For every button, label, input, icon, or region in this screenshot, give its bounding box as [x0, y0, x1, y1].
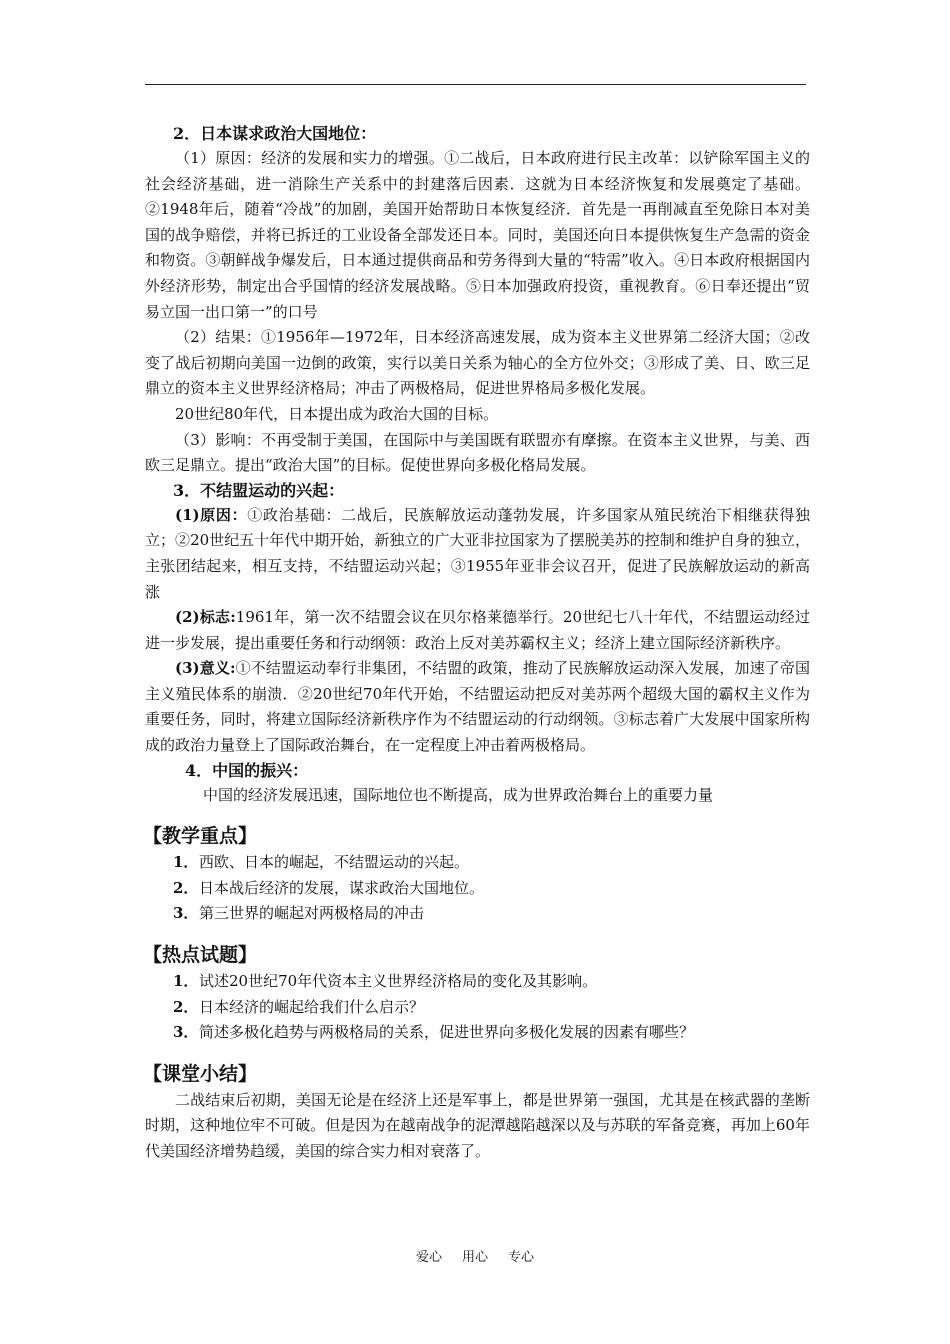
section-2-impact: （3）影响：不再受制于美国，在国际中与美国既有联盟亦有摩擦。在资本主义世界，与美、西欧三足鼎立。提出“政治大国”的目标。促使世界向多极化格局发展。 — [145, 430, 810, 475]
hot-heading: 【热点试题】 — [143, 944, 258, 967]
section-3-heading: 3．不结盟运动的兴起： — [173, 480, 345, 500]
document-body — [145, 122, 810, 1165]
section-2-heading: 2．日本谋求政治大国地位： — [173, 124, 377, 143]
section-3-mark — [145, 605, 810, 656]
section-2-result: （2）结果：①1956年—1972年，日本经济高速发展，成为资本主义世界第二经济大国；②改变了战后初期向美国一边倒的政策，实行以美日关系为轴心的全方位外交；③形成了美、日、欧三足鼎立的资本主义世界经济格局；冲击了两极格局，促进世界格局多极化发展。 — [145, 328, 810, 398]
cause-label: (1)原因： — [175, 505, 248, 524]
summary-heading: 【课堂小结】 — [143, 1062, 258, 1085]
list-item: 3．第三世界的崛起对两极格局的冲击 — [173, 904, 425, 923]
section-3-cause — [145, 503, 810, 605]
cause-text: ①政治基础：二战后，民族解放运动蓬勃发展，许多国家从殖民统治下相继获得独立；②20世纪五十年代中期开始，新独立的广大亚非拉国家为了摆脱美苏的控制和维护自身的独立，主张团结起来，相互支持，不结盟运动兴起；③1955年亚非会议召开，促进了民族解放运动的新高涨 — [145, 505, 810, 601]
meaning-label: (3)意义: — [175, 659, 236, 678]
section-4-text: 中国的经济发展迅速，国际地位也不断提高，成为世界政治舞台上的重要力量 — [203, 785, 714, 804]
summary-text: 二战结束后初期，美国无论是在经济上还是军事上，都是世界第一强国，尤其是在核武器的垄断时期，这种地位牢不可破。但是因为在越南战争的泥潭越陷越深以及与苏联的军备竞赛，再加上60年代美国经济增势趋缓，美国的综合实力相对衰落了。 — [145, 1090, 810, 1160]
list-item: 1．西欧、日本的崛起，不结盟运动的兴起。 — [173, 853, 470, 872]
page-footer: 爱心 用心 专心 — [415, 1250, 535, 1265]
section-4-heading: 4．中国的振兴： — [185, 760, 309, 780]
section-3-meaning — [145, 656, 810, 758]
section-2-cause: （1）原因：经济的发展和实力的增强。①二战后，日本政府进行民主改革：以铲除军国主义的社会经济基础，进一消除生产关系中的封建落后因素．这就为日本经济恢复和发展奠定了基础。②1948年后，随着“冷战”的加剧，美国开始帮助日本恢复经济．首先是一再削减直至免除日本对美国的战争赔偿，并将已拆迁的工业设备全部发还日本。同时，美国还向日本提供恢复生产急需的资金和物资。③朝鲜战争爆发后，日本通过提供商品和劳务得到大量的“特需”收入。④日本政府根据国内外经济形势，制定出合乎国情的经济发展战略。⑤日本加强政府投资，重视教育。⑥日奉还提出“贸易立国一出口第一”的口号 — [145, 149, 810, 321]
section-2-80s: 20世纪80年代，日本提出成为政治大国的目标。 — [175, 404, 499, 423]
meaning-text: ①不结盟运动奉行非集团，不结盟的政策，推动了民族解放运动深入发展，加速了帝国主义殖民体系的崩溃．②20世纪70年代开始，不结盟运动把反对美苏两个超级大国的霸权主义作为重要任务，同时，将建立国际经济新秩序作为不结盟运动的行动纲领。③标志着广大发展中国家所构成的政治力量登上了国际政治舞台，在一定程度上冲击着两极格局。 — [145, 659, 810, 755]
focus-heading: 【教学重点】 — [143, 825, 258, 848]
list-item: 3．简述多极化趋势与两极格局的关系，促进世界向多极化发展的因素有哪些？ — [173, 1023, 695, 1042]
header-rule — [145, 84, 806, 85]
mark-text: 1961年，第一次不结盟会议在贝尔格莱德举行。20世纪七八十年代，不结盟运动经过进一步发展，提出重要任务和行动纲领：政治上反对美苏霸权主义；经济上建立国际经济新秩序。 — [145, 608, 811, 652]
mark-label: (2)标志: — [175, 608, 236, 627]
list-item: 1．试述20世纪70年代资本主义世界经济格局的变化及其影响。 — [173, 972, 598, 991]
list-item: 2．日本经济的崛起给我们什么启示？ — [173, 997, 425, 1016]
list-item: 2．日本战后经济的发展，谋求政治大国地位。 — [173, 878, 485, 897]
